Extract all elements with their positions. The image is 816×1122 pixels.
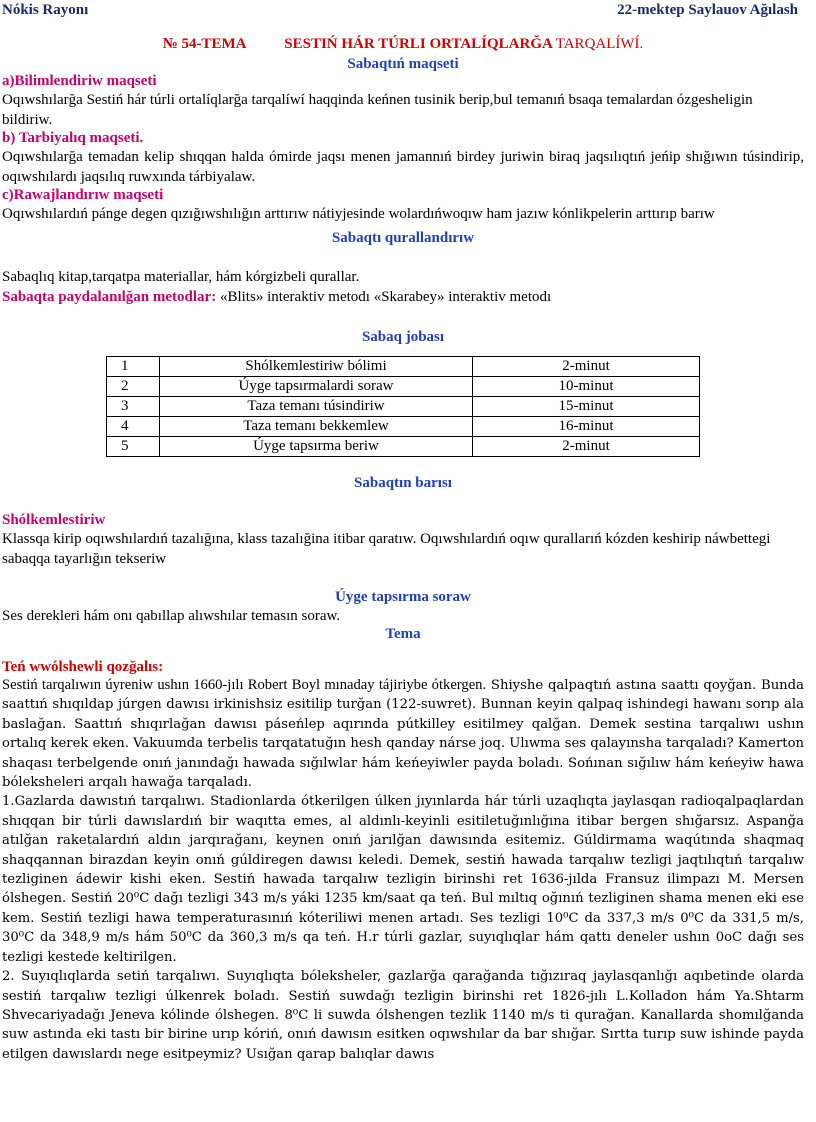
gases-paragraph: 1.Gazlarda dawıstıń tarqalıwı. Stadionlarda ótkerilgen úlken jıyınlarda hár túrli uzaqlıqta jaylasqan radioqalpaqlardan shıqqan bir túrli dawıslardıń bir waqıtta emes, al aldınlı-keyinli esitiletuğınlığına itibar bergen shığarsız. Aspanğa atılğan raketalardıń aldın jarqırağanı, keynen onıń jarılğan dawısında esitemiz. Gúldirmama waqútında shaqmaq shaqqannan birazdan keyin onıń gúldiregen dawısı keledi. Demek, sestiń hawada tarqalıw tezligi jaqtılıqtıń tarqalıw tezliginen ádewir kishi eken. Sestiń hawada tarqalıw tezligin birinshi ret 1636-jılda Fransuz ilimpazı M. Mersen ólshegen. Sestiń 20⁰C dağı tezligi 343 m/s yáki 1235 km/saat qa teń. Bul mıltıq oğınıń tezliginen shama menen eki ese kem. Sestiń tezligi hawa temperaturasınıń kóteriliwi menen artadı. Ses tezligi 10⁰C da 337,3 m/s 0⁰C da 331,5 m/s, 30⁰C da 348,9 m/s hám 50⁰C da 360,3 m/s qa teń. H.r túrli gazlar, suyıqlıqlar hám qattı deneler ushın 0oC dağı ses tezligi kestede keltirilgen. (2, 794, 804, 965)
plan-row-stage: Shólkemlestiriw bólimi (160, 357, 473, 377)
plan-heading: Sabaq jobası (361, 329, 445, 345)
goals-heading: Sabaqtıń maqseti (347, 56, 459, 72)
methods-label: Sabaqta paydalanılğan metodlar: (2, 289, 217, 305)
plan-row-number: 5 (107, 437, 160, 457)
methods-line (2, 287, 804, 307)
plan-row (107, 437, 700, 457)
plan-row-number: 4 (107, 417, 160, 437)
equipment-text: Sabaqlıq kitap,tarqatpa materiallar, hám kórgizbeli qurallar. (2, 269, 360, 285)
methods-text: «Blits» interaktiv metodı «Skarabey» interaktiv metodı (219, 289, 552, 305)
lesson-plan-table (106, 356, 700, 457)
district-name: Nókis Rayonı (2, 2, 89, 18)
org-heading: Shólkemlestiriw (2, 512, 106, 528)
motion-heading: Teń wwólshewli qozğalıs: (2, 659, 164, 675)
org-text: Klassqa kirip oqıwshılardıń tazalığına, klass tazalığina itibar qaratıw. Oqıwshılardıń oqıw qurallarıń kózden keshirip náwbettegi sabaqqa tayarlığın tekseriw (2, 531, 771, 567)
plan-row-stage: Úyge tapsırmalardi soraw (160, 377, 473, 397)
plan-row-stage: Taza temanı bekkemlew (160, 417, 473, 437)
goal-b-heading: b) Tarbiyalıq maqseti. (2, 130, 144, 146)
plan-row-stage: Úyge tapsırma beriw (160, 437, 473, 457)
tema-heading: Tema (385, 626, 421, 642)
plan-row-time: 2-minut (473, 357, 700, 377)
equipment-heading: Sabaqtı qurallandırıw (331, 230, 475, 246)
plan-row (107, 357, 700, 377)
homework-text: Ses derekleri hám onı qabıllap alıwshılar temasın soraw. (2, 608, 341, 624)
topic-title-lower: TARQALÍWÍ. (555, 36, 644, 52)
goal-c-heading: c)Rawajlandırıw maqseti (2, 187, 164, 203)
goal-a-heading: a)Bilimlendiriw maqseti (2, 73, 157, 89)
intro-plain: Sestiń tarqalıwın úyreniw ushın 1660-jılı Robert Boyl mınaday tájiriybe ótkergen. (2, 677, 487, 693)
plan-row (107, 397, 700, 417)
intro-paragraph (2, 676, 804, 792)
plan-row-time: 10-minut (473, 377, 700, 397)
homework-heading: Úyge tapsırma soraw (335, 589, 471, 605)
plan-row-time: 2-minut (473, 437, 700, 457)
plan-row (107, 417, 700, 437)
page-header (2, 0, 804, 24)
school-author: 22-mektep Saylauov Ağılash (617, 2, 798, 18)
plan-row-number: 3 (107, 397, 160, 417)
goal-c-text: Oqıwshılardıń pánge degen qızığıwshılığın arttırıw nátiyjesinde wolardıńwoqıw ham jazıw kónlikpelerin arttırıp barıw (2, 206, 715, 222)
plan-row-number: 2 (107, 377, 160, 397)
topic-title-upper: SESTIŃ HÁR TÚRLI ORTALÍQLARĞA (284, 36, 553, 52)
plan-row-time: 16-minut (473, 417, 700, 437)
topic-number: № 54-TEMA (162, 36, 247, 52)
plan-row-stage: Taza temanı túsindiriw (160, 397, 473, 417)
plan-row (107, 377, 700, 397)
topic-title (2, 36, 804, 56)
goal-b-text: Oqıwshılarğa temadan kelip shıqqan halda ómirde jaqsı menen jamannıń birdey juriwin biraq jaqsılıqtıń jeńip shığıwın túsindirip, oqıwshılardı jaqsılıq ruwxında tárbiyalaw. (2, 149, 804, 185)
liquids-paragraph: 2. Suyıqlıqlarda setiń tarqalıwı. Suyıqlıqta bóleksheler, gazlarğa qarağanda tığızıraq jaylasqanlığı aqıbetinde olarda sestiń tarqalıw tezligi úlkenrek boladı. Sestiń suwdağı tezligin birinshi ret 1826-jılı L.Kolladon hám Ya.Shtarm Shvecariyadağı Jeneva kólinde ólshegen. 8⁰C li suwda ólshengen tezlik 1140 m/s ti qurağan. Kanallarda shomılğanda suw astında eki tastı bir birine urıp kóriń, onıń dawısın esitken oqıwshılar da bar shığar. Sırtta turıp suw ishinde payda etilgen dawıslardı nege esitpeymiz? Usığan qarap balıqlar dawıs (2, 969, 804, 1062)
progress-heading: Sabaqtın barısı (354, 475, 452, 491)
plan-row-number: 1 (107, 357, 160, 377)
goal-a-text: Oqıwshılarğa Sestiń hár túrli ortalíqlarğa tarqalíwí haqqinda keńnen tusinik berip,bul temanıń bsaqa temalardan ózgesheligin bildiriw. (2, 92, 753, 128)
plan-row-time: 15-minut (473, 397, 700, 417)
intro-body: Shiyshe qalpaqtıń astına saattı qoyğan. Bunda saattıń shıqıldap júrgen dawısı irkinishsiz esitilip turğan (122-suwret). Bunnan keyin qalpaq ishindegi hawanı sorıp ala baslağan. Saattıń shıqırlağan dawısı páseńlep aqırında pútkilley esitilmey qalğan. Demek sestina tarqalıwı ushın ortalıq kerek eken. Vakuumda terbelis tarqatatuğın hesh qanday nárse joq. Ulıwma ses qalayınsha tarqaladı? Kamerton shaqası terbelgende onıń janındağı hawada sığılwlar hám keńeyiwler payda boladı. Sońınan sığılıw hám keńeyiw hawa bóleksheleri arqalı hawağa tarqaladı. (2, 678, 804, 791)
